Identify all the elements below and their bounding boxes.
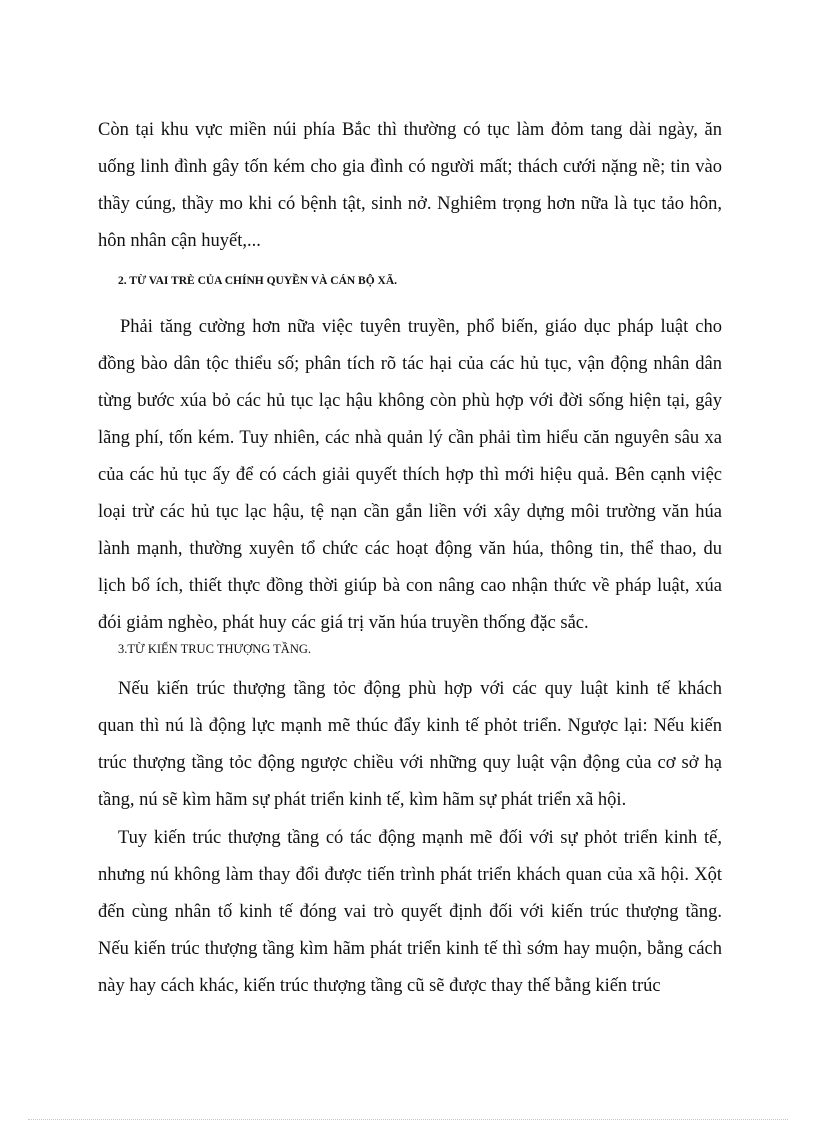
para2-line-2: đồng bào dân tộc thiểu số; phân tích rõ tác hại của các hủ tục, vận động nhân dân [98,354,722,374]
para3-line-1: Nếu kiến trúc thượng tầng tỏc động phù hợp với các quy luật kinh tế khách [118,679,722,699]
para2-line-9: đói giảm nghèo, phát huy các giá trị văn húa truyền thống đặc sắc. [98,613,589,633]
para2-line-8: lịch bổ ích, thiết thực đồng thời giúp bà con nâng cao nhận thức về pháp luật, xúa [98,576,722,596]
para4-line-4: Nếu kiến trúc thượng tầng kìm hãm phát triển kinh tế thì sớm hay muộn, bằng cách [98,939,722,959]
para4-line-1: Tuy kiến trúc thượng tầng có tác động mạnh mẽ đối với sự phỏt triển kinh tế, [118,828,722,848]
para1-line-1: Còn tại khu vực miền núi phía Bắc thì thường có tục làm đỏm tang dài ngày, ăn [98,120,722,140]
para1-line-2: uống linh đình gây tốn kém cho gia đình có người mất; thách cưới nặng nề; tin vào [98,157,722,177]
para2-line-7: lành mạnh, thường xuyên tổ chức các hoạt động văn húa, thông tin, thể thao, du [98,539,722,559]
para1-line-4: hôn nhân cận huyết,... [98,231,261,251]
para2-line-3: từng bước xúa bỏ các hủ tục lạc hậu không còn phù hợp với đời sống hiện tại, gây [98,391,722,411]
para2-line-6: loại trừ các hủ tục lạc hậu, tệ nạn cần gắn liền với xây dựng môi trường văn húa [98,502,722,522]
page-bottom-divider [28,1119,788,1120]
section-heading-3: 3.TỪ KIẾN TRUC THƯỢNG TẦNG. [118,642,312,656]
section-heading-2: 2. TỪ VAI TRÈ CỦA CHÍNH QUYỀN VÀ CÁN BỘ XÃ. [118,275,398,287]
para3-line-2: quan thì nú là động lực mạnh mẽ thúc đẩy kinh tế phỏt triển. Ngược lại: Nếu kiến [98,716,722,736]
para4-line-2: nhưng nú không làm thay đổi được tiến trình phát triển khách quan của xã hội. Xột [98,865,722,885]
para4-line-5: này hay cách khác, kiến trúc thượng tầng cũ sẽ được thay thế bằng kiến trúc [98,976,661,996]
para2-line-1: Phải tăng cường hơn nữa việc tuyên truyền, phổ biến, giáo dục pháp luật cho [120,317,722,337]
para2-line-4: lãng phí, tốn kém. Tuy nhiên, các nhà quản lý cần phải tìm hiểu căn nguyên sâu xa [98,428,722,448]
para3-line-4: tầng, nú sẽ kìm hãm sự phát triển kinh tế, kìm hãm sự phát triển xã hội. [98,790,627,810]
para3-line-3: trúc thượng tầng tỏc động ngược chiều với những quy luật vận động của cơ sở hạ [98,753,722,773]
para2-line-5: của các hủ tục ấy để có cách giải quyết thích hợp thì mới hiệu quả. Bên cạnh việc [98,465,722,485]
para1-line-3: thầy cúng, thầy mo khi có bệnh tật, sinh nở. Nghiêm trọng hơn nữa là tục tảo hôn, [98,194,722,214]
para4-line-3: đến cùng nhân tố kinh tế đóng vai trò quyết định đối với kiến trúc thượng tầng. [98,902,722,922]
